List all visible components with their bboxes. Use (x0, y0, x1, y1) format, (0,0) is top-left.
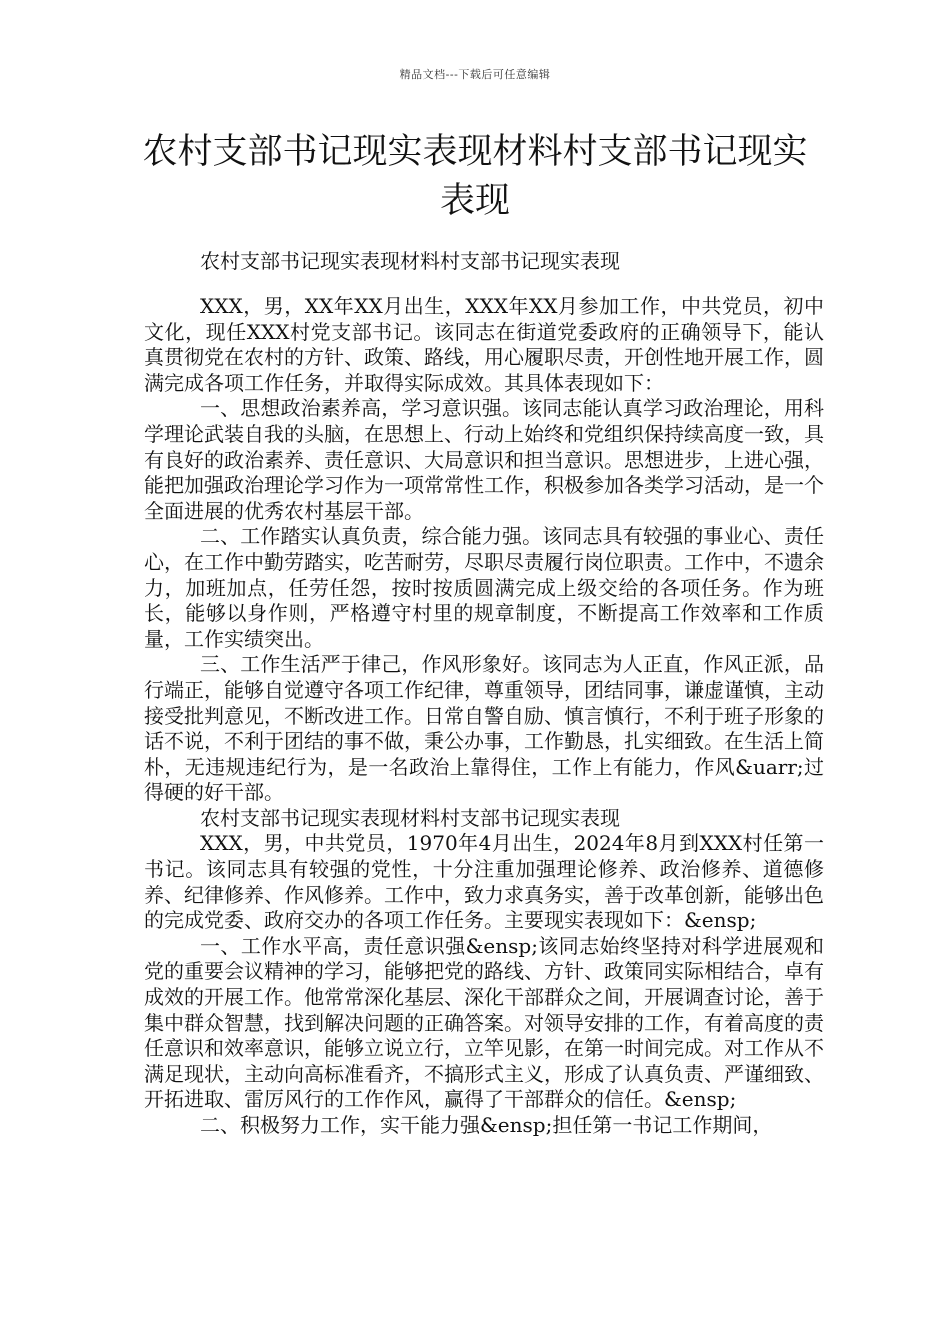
document-title: 农村支部书记现实表现材料村支部书记现实表现 (142, 132, 808, 221)
paragraph-repeat-title: 农村支部书记现实表现材料村支部书记现实表现 (200, 805, 620, 830)
paragraph-second-section-1: 一、工作水平高，责任意识强&ensp;该同志始终坚持对科学进展观和党的重要会议精神的学习，能够把党的路线、方针、政策同实际相结合，卓有成效的开展工作。他常常深化基层、深化干部群众之间，开展调查讨论，善于集中群众智慧，找到解决问题的正确答案。对领导安排的工作，有着高度的责任意识和效率意识，能够立说立行，立竿见影，在第一时间完成。对工作从不满足现状，主动向高标准看齐，不搞形式主义，形成了认真负责、严谨细致、开拓进取、雷厉风行的工作作风，赢得了干部群众的信任。&ensp; (144, 933, 824, 1112)
paragraph-intro: XXX，男，XX年XX月出生，XXX年XX月参加工作，中共党员，初中文化，现任XXX村党支部书记。该同志在街道党委政府的正确领导下，能认真贯彻党在农村的方针、政策、路线，用心履职尽责，开创性地开展工作，圆满完成各项工作任务，并取得实际成效。其具体表现如下： (144, 294, 824, 395)
paragraph-section-1: 一、思想政治素养高，学习意识强。该同志能认真学习政治理论，用科学理论武装自我的头脑，在思想上、行动上始终和党组织保持续高度一致，具有良好的政治素养、责任意识、大局意识和担当意识。思想进步，上进心强，能把加强政治理论学习作为一项常常性工作，积极参加各类学习活动，是一个全面进展的优秀农村基层干部。 (144, 396, 824, 523)
paragraph-section-3: 三、工作生活严于律己，作风形象好。该同志为人正直，作风正派，品行端正，能够自觉遵守各项工作纪律，尊重领导，团结同事，谦虚谨慎，主动接受批判意见，不断改进工作。日常自警自励、慎言慎行，不利于班子形象的话不说，不利于团结的事不做，秉公办事，工作勤恳，扎实细致。在生活上简朴，无违规违纪行为，是一名政治上靠得住，工作上有能力，作风&uarr;过得硬的好干部。 (144, 652, 824, 805)
paragraph-second-section-2: 二、积极努力工作，实干能力强&ensp;担任第一书记工作期间， (200, 1113, 773, 1137)
paragraph-second-intro: XXX，男，中共党员，1970年4月出生，2024年8月到XXX村任第一书记。该同志具有较强的党性，十分注重加强理论修养、政治修养、道德修养、纪律修养、作风修养。工作中，致力求真务实，善于改革创新，能够出色的完成党委、政府交办的各项工作任务。主要现实表现如下：&ensp; (144, 831, 824, 933)
header-note: 精品文档---下载后可任意编辑 (399, 68, 551, 81)
document-body (144, 294, 824, 1139)
paragraph-section-2: 二、工作踏实认真负责，综合能力强。该同志具有较强的事业心、责任心，在工作中勤劳踏实，吃苦耐劳，尽职尽责履行岗位职责。工作中，不遗余力，加班加点，任劳任怨，按时按质圆满完成上级交给的各项任务。作为班长，能够以身作则，严格遵守村里的规章制度，不断提高工作效率和工作质量，工作实绩突出。 (144, 524, 824, 651)
document-subtitle: 农村支部书记现实表现材料村支部书记现实表现 (200, 249, 620, 273)
